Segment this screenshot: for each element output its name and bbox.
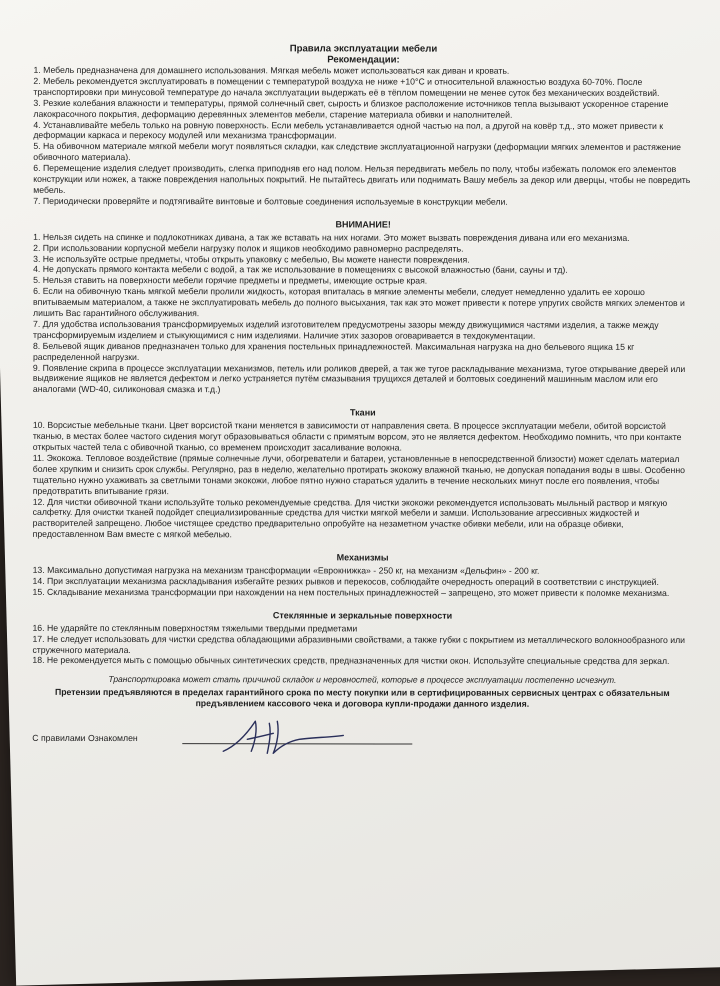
document-title: Правила эксплуатации мебели: [289, 43, 438, 55]
warning-heading: ВНИМАНИЕ!: [335, 219, 391, 230]
fabric-item: 12. Для чистки обивочной ткани используйте только рекомендуемые средства. Для чистки экокожи рекомендуется использовать мыльный раствор и мягкую салфетку. Для очистки тканей подойдет специализированные средства для чистки мягкой мебели и замши. Использование агрессивных жидкостей и растворителей запрещено. Любое чистящее средство предварительно опробуйте на незаметном участке обивки мебели, или на образце обивки, предоставленном Вам вместе с мягкой мебелью.: [32, 496, 668, 540]
warning-item: 2. При использовании корпусной мебели нагрузку полок и ящиков необходимо равномерно распределять.: [33, 242, 464, 254]
fabric-item: 10. Ворсистые мебельные ткани. Цвет ворсистой ткани меняется в зависимости от направления света. В процессе эксплуатации мебели, обитой ворсистой тканью, в местах более частого сидения могут образовываться области с примятым ворсом, это не является дефектом. Необходимо помнить, что при контакте открытых частей тела с обивочной тканью, со временем происходит засаливание волокна.: [32, 420, 682, 453]
recommendation-item: 2. Мебель рекомендуется эксплуатировать в помещении с температурой воздуха не ниже +10°С и относительной влажностью воздуха 60-70%. После транспортировки при минусовой температуре до начала эксплуатации выдержать её в тёплом помещении не менее суток без механических воздействий.: [33, 75, 660, 98]
glass-heading: Стеклянные и зеркальные поверхности: [272, 610, 453, 621]
transport-note: Транспортировка может стать причиной складок и неровностей, которые в процессе эксплуатации постепенно исчезнут.: [108, 674, 617, 686]
document-content: [32, 43, 693, 760]
mechanism-item: 15. Складывание механизма трансформации при нахождении на нем постельных принадлежностей – запрещено, это может привести к поломке механизма.: [32, 586, 670, 598]
document-subtitle: Рекомендации:: [327, 54, 400, 66]
warning-item: 1. Нельзя сидеть на спинке и подлокотниках дивана, а так же вставать на них ногами. Это может вызвать повреждения дивана или его механизма.: [33, 231, 630, 243]
warning-item: 7. Для удобства использования трансформируемых изделий изготовителем предусмотрены зазоры между движущимися частями изделия, а также между трансформируемым изделием и стыкующимися с ним изделиями. Наличие этих зазоров оговаривается в техдокументации.: [32, 318, 659, 341]
recommendation-item: 3. Резкие колебания влажности и температуры, прямой солнечный свет, сырость и близкое расположение источников тепла вызывают ускоренное старение лакокрасочного покрытия, деформацию деревянных элементов мебели, старение материала обивки и наполнителей.: [33, 97, 669, 120]
warning-item: 6. Если на обивочную ткань мягкой мебели пролили жидкость, которая впиталась в мягкие элементы мебели, следует немедленно удалить ее хорошо впитываемым материалом, а также не эксплуатировать мебель до полного высыхания, так как это может привести к потере упругих свойств мягких элементов и лишить Вас гарантийного обслуживания.: [33, 286, 685, 319]
warning-item: 3. Не используйте острые предметы, чтобы открыть упаковку с мебелью, Вы можете нанести повреждения.: [33, 253, 470, 265]
warnings-list: [33, 232, 693, 397]
mechanisms-list: [33, 565, 693, 599]
fabrics-heading: Ткани: [350, 407, 376, 418]
recommendation-item: 1. Мебель предназначена для домашнего использования. Мягкая мебель может использоваться как диван и кровать.: [33, 64, 510, 76]
warning-item: 4. Не допускать прямого контакта мебели с водой, а так же использование в помещениях с высокой влажностью (бани, сауны и тд).: [33, 264, 568, 276]
recommendation-item: 5. На обивочном материале мягкой мебели могут появляться складки, как следствие эксплуатационной нагрузки (деформации мягких элементов и растяжение обивочного материала).: [33, 141, 681, 163]
acknowledgement-text: С правилами Ознакомлен: [32, 732, 138, 744]
mechanisms-heading: Механизмы: [336, 552, 389, 563]
warning-item: 5. Нельзя ставить на поверхности мебели горячие предметы и предметы, имеющие острые края.: [33, 275, 428, 286]
recommendation-item: 4. Устанавливайте мебель только на ровную поверхность. Если мебель устанавливается одной частью на пол, а другой на ковёр т.д., это может привести к деформации каркаса и перекосу модулей или механизма трансформации.: [33, 119, 664, 141]
recommendations-list: [33, 65, 693, 208]
fabrics-list: [33, 420, 693, 541]
recommendation-item: 6. Перемещение изделия следует производить, слегка приподняв его над полом. Нельзя передвигать мебель по полу, чтобы избежать поломок его элементов конструкции или ножек, а также повреждения напольных покрытий. Не пытайтесь двигать или поднимать Вашу мебель за декор или дверцы, чтобы не повредить мебель.: [33, 163, 691, 195]
signature-block: [32, 719, 692, 760]
warning-item: 8. Бельевой ящик диванов предназначен только для хранения постельных принадлежностей. Максимальная нагрузка на дно бельевого ящика 15 кг распределенной нагрузки.: [32, 340, 635, 362]
glass-item: 16. Не ударяйте по стеклянным поверхностям тяжелыми твердыми предметами: [32, 622, 358, 634]
claims-note: Претензии предъявляются в пределах гарантийного срока по месту покупки или в сертифицированных сервисных центрах с обязательным предъявлением кассового чека и договора купли-продажи данного изделия.: [54, 687, 670, 709]
recommendation-item: 7. Периодически проверяйте и подтягивайте винтовые и болтовые соединения используемые в конструкции мебели.: [33, 195, 508, 207]
glass-list: [32, 623, 692, 668]
glass-item: 18. Не рекомендуется мыть с помощью обычных синтетических средств, предназначенных для чистки окон. Используйте специальные средства для зеркал.: [32, 655, 670, 667]
glass-item: 17. Не следует использовать для чистки средства обладающими абразивными свойствами, а также губки с покрытием из металлического волокнообразного или стружечного материала.: [32, 633, 686, 655]
warning-item: 9. Появление скрипа в процессе эксплуатации механизмов, петель или роликов дверей, а так же тугое раскладывание механизма, тугое открывание дверей или выдвижение ящиков не является дефектом и легко устраняется путём смазывания трущихся деталей и болтовых соединений машинным маслом или его аналогами (WD-40, силиконовая смазка и т.д.): [32, 362, 686, 395]
mechanism-item: 14. При эксплуатации механизма раскладывания избегайте резких рывков и перекосов, соблюдайте очередность операций в соответствии с инструкцией.: [32, 575, 659, 587]
mechanism-item: 13. Максимально допустимая нагрузка на механизм трансформации «Еврокнижка» - 250 кг, на механизм «Дельфин» - 200 кг.: [32, 564, 540, 576]
fabric-item: 11. Экокожа. Тепловое воздействие (прямые солнечные лучи, обогреватели и батареи, установленные в непосредственной близости) может сделать материал более хрупким и снизить срок службы. Регулярно, раз в неделю, желательно протирать экокожу влажной тканью, не допуская попадания воды в швы. Особенно тщательно нужно ухаживать за светлыми тонами экокожи, любое пятно нужно стараться удалить в течение нескольких минут после его появления, чтобы предотвратить впитывание грязи.: [32, 452, 685, 496]
handwritten-signature: [217, 715, 347, 757]
